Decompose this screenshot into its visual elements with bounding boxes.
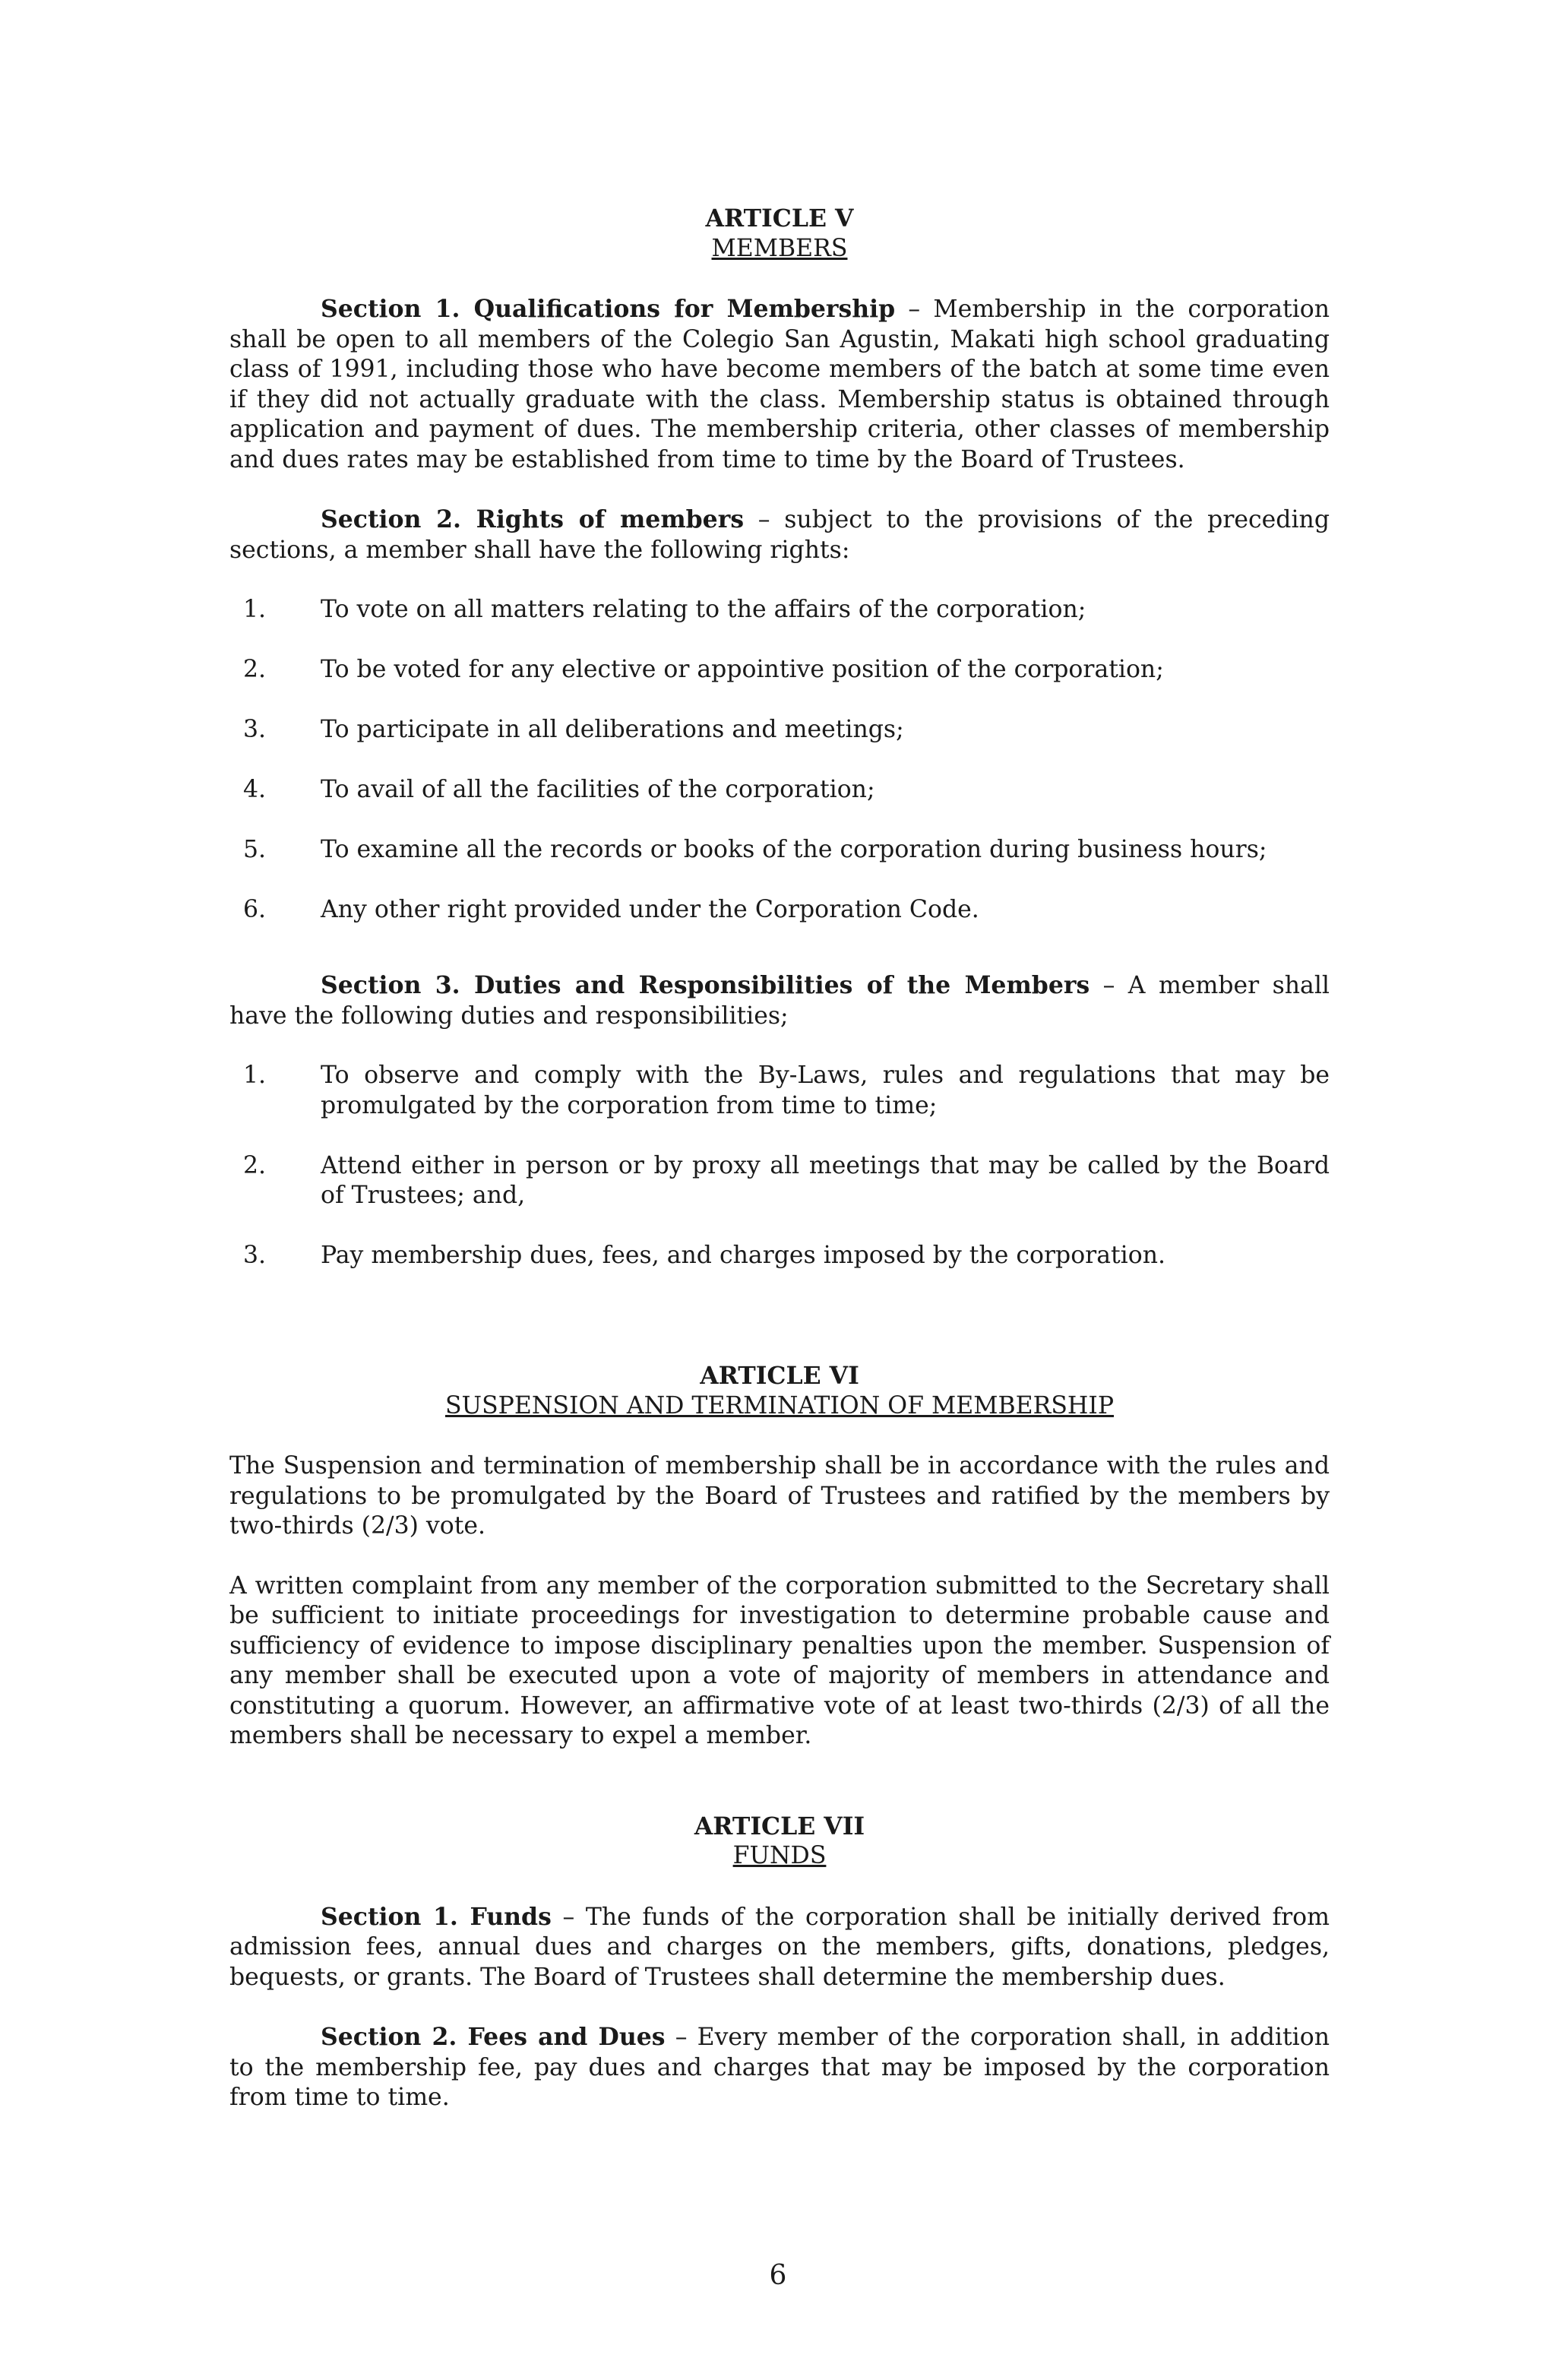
page-number: 6	[769, 2260, 787, 2291]
article-5-title: ARTICLE V	[705, 204, 854, 233]
section-heading: Section 1. Qualifications for Membership	[321, 295, 896, 323]
article-6-paragraph-2: A written complaint from any member of the corporation submitted to the Secretary shall be sufficient to initiate proceedings for investigation to determine probable cause and sufficiency of evidence to impose disciplinary penalties upon the member. Suspension of any member shall be executed upon a vote of majority of members in attendance and constituting a quorum. However, an affirmative vote of at least two-thirds (2/3) of all the members shall be necessary to expel a member.	[229, 1571, 1330, 1749]
article-5-section-2	[229, 505, 1330, 565]
list-number: 1.	[242, 1062, 266, 1089]
list-number: 5.	[242, 836, 266, 863]
list-text: To observe and comply with the By-Laws, rules and regulations that may be promulgated by the corporation from time to time;	[321, 1062, 1330, 1119]
article-5-section-1	[229, 294, 1330, 475]
list-text: To be voted for any elective or appointive position of the corporation;	[321, 656, 1164, 683]
article-7-title: ARTICLE VII	[694, 1812, 865, 1840]
article-6-title: ARTICLE VI	[700, 1362, 859, 1390]
list-item	[242, 835, 1330, 866]
list-item	[242, 715, 1330, 745]
list-item	[242, 655, 1330, 685]
list-number: 3.	[242, 1242, 266, 1269]
list-item	[242, 595, 1330, 625]
article-7-subtitle: FUNDS	[732, 1842, 827, 1869]
list-number: 2.	[242, 1151, 266, 1179]
article-6-paragraph-1: The Suspension and termination of membership shall be in accordance with the rules and regulations to be promulgated by the Board of Trustees and ratified by the members by two-thirds (2/3) vote.	[229, 1452, 1330, 1540]
list-text: Attend either in person or by proxy all meetings that may be called by the Board of Trustees; and,	[321, 1151, 1330, 1209]
section-heading: Section 2. Rights of members	[321, 505, 745, 533]
article-6-subtitle: SUSPENSION AND TERMINATION OF MEMBERSHIP	[444, 1391, 1115, 1419]
section-body: – Membership in the corporation shall be open to all members of the Colegio San Agustin, Makati high school graduating class of 1991, including those who have become members of the batch at some time even if they did not actually graduate with the class. Membership status is obtained through application and payment of dues. The membership criteria, other classes of membership and dues rates may be established from time to time by the Board of Trustees.	[229, 296, 1330, 473]
list-number: 6.	[242, 896, 266, 923]
list-text: To avail of all the facilities of the corporation;	[321, 776, 875, 803]
section-body: – Every member of the corporation shall, in addition to the membership fee, pay dues and charges that may be imposed by the corporation from time to time.	[229, 2024, 1330, 2111]
list-item	[242, 895, 1330, 926]
document-page	[229, 204, 1330, 2113]
list-item	[242, 1061, 1330, 1121]
list-number: 2.	[242, 656, 266, 683]
section-heading: Section 1. Funds	[321, 1902, 552, 1931]
section-heading: Section 2. Fees and Dues	[321, 2023, 666, 2051]
rights-list	[242, 595, 1330, 926]
list-text: To participate in all deliberations and meetings;	[321, 716, 904, 743]
list-number: 1.	[242, 596, 266, 623]
duties-list	[242, 1061, 1330, 1271]
list-text: Pay membership dues, fees, and charges imposed by the corporation.	[321, 1242, 1165, 1269]
list-number: 4.	[242, 776, 266, 803]
list-text: Any other right provided under the Corporation Code.	[321, 896, 979, 923]
article-7-section-2	[229, 2022, 1330, 2113]
list-text: To vote on all matters relating to the affairs of the corporation;	[321, 596, 1086, 623]
article-5-subtitle: MEMBERS	[711, 234, 848, 262]
article-7-section-1	[229, 1902, 1330, 1993]
section-body: – The funds of the corporation shall be initially derived from admission fees, annual dues and charges on the members, gifts, donations, pledges, bequests, or grants. The Board of Trustees shall determine the membership dues.	[229, 1903, 1330, 1991]
section-body: – subject to the provisions of the preceding sections, a member shall have the following rights:	[229, 506, 1330, 564]
list-text: To examine all the records or books of the corporation during business hours;	[321, 836, 1267, 863]
list-number: 3.	[242, 716, 266, 743]
article-5-section-3	[229, 970, 1330, 1031]
list-item	[242, 1151, 1330, 1211]
section-heading: Section 3. Duties and Responsibilities of the Members	[321, 971, 1090, 999]
list-item	[242, 775, 1330, 805]
list-item	[242, 1241, 1330, 1271]
section-body: – A member shall have the following duties and responsibilities;	[229, 972, 1330, 1030]
